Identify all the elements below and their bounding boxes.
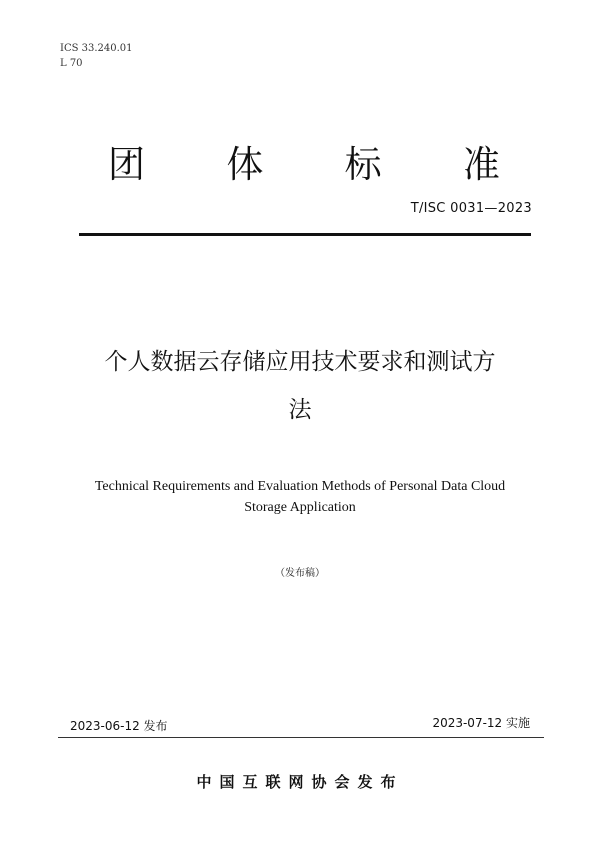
- header-divider: [79, 233, 531, 236]
- chinese-title-line: 法: [288, 397, 312, 423]
- draft-label: （发布稿）: [275, 568, 325, 579]
- chinese-title-line: 个人数据云存储应用技术要求和测试方: [104, 349, 496, 375]
- standard-type-char: 团: [108, 143, 145, 186]
- publisher: 中国互联网协会发布: [196, 773, 404, 791]
- standard-type-char: 体: [226, 143, 264, 186]
- standard-number: T/ISC 0031—2023: [410, 201, 532, 216]
- english-title-line: Technical Requirements and Evaluation Methods of Personal Data Cloud: [94, 479, 506, 494]
- footer-divider: [58, 737, 544, 738]
- issue-date: 2023-06-12 发布: [70, 719, 168, 733]
- english-title: [60, 476, 540, 518]
- implementation-date: 2023-07-12 实施: [432, 716, 530, 730]
- standard-type-char: 标: [344, 143, 382, 186]
- chinese-title: [60, 338, 540, 434]
- classification-code: L 70: [60, 58, 83, 69]
- english-title-line: Storage Application: [244, 500, 356, 515]
- ics-code: ICS 33.240.01: [60, 43, 133, 54]
- standard-type-heading: [108, 142, 500, 188]
- standard-type-char: 准: [462, 143, 500, 186]
